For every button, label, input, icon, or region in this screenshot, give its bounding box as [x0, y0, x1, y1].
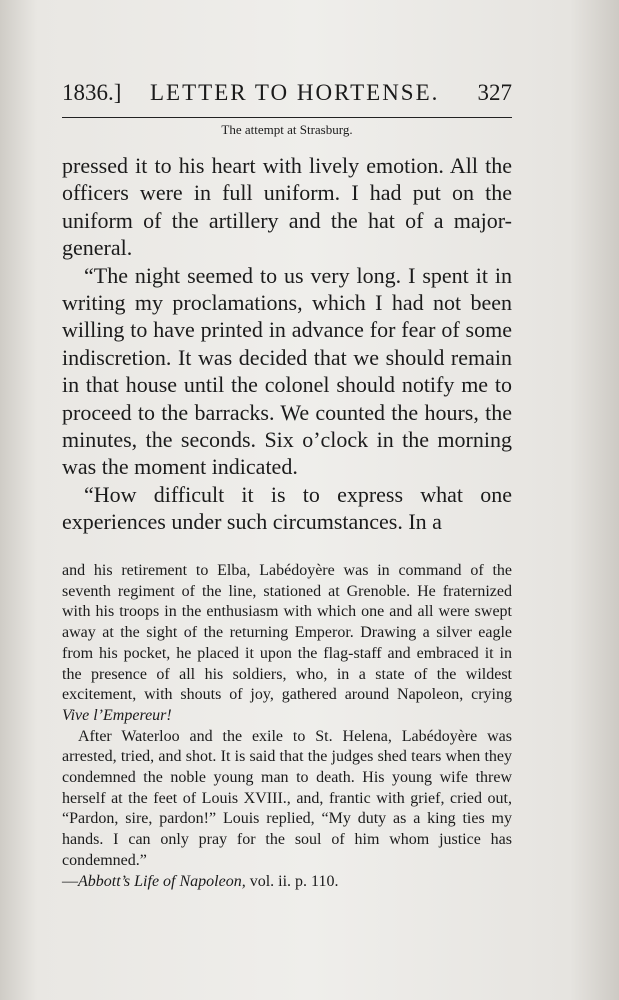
body-paragraph: pressed it to his heart with lively emotion. All the officers were in full uniform. I had put on the uniform of the artillery and the hat of a major-general. [62, 153, 512, 261]
body-paragraph: “How difficult it is to express what one experiences under such circumstances. In a [62, 481, 512, 535]
footnote-italic-cry: Vive l’Empereur! [62, 706, 172, 724]
page-subtitle: The attempt at Strasburg. [221, 122, 353, 137]
body-paragraph: “The night seemed to us very long. I spent it in writing my proclamations, which I had not been willing to have printed in advance for fear of some indiscretion. It was decided that we should remain in that house until the colonel should notify me to proceed to the barracks. We counted the hours, the minutes, the seconds. Six o’clock in the morning was the moment indicated. [62, 262, 512, 480]
source-dash: — [62, 872, 78, 890]
page-number: 327 [477, 80, 512, 105]
footnote-paragraph [62, 561, 512, 727]
footnote-paragraph [62, 727, 512, 893]
source-ref: vol. ii. p. 110. [249, 872, 339, 890]
header-title: LETTER TO HORTENSE. [150, 80, 440, 105]
footnote [62, 561, 512, 892]
header-rule [62, 117, 512, 118]
source-title: Abbott’s Life of Napoleon, [78, 872, 246, 890]
footnote-text: and his retirement to Elba, Labédoyère was in command of the seventh regiment of the line, stationed at Grenoble. He fraternized with his troops in the enthusiasm with which one and all were swept away at the sight of the returning Emperor. Drawing a silver eagle from his pocket, he placed it upon the flag-staff and embraced it in the presence of all his soldiers, who, in a state of the wildest excitement, with shouts of joy, gathered around Napoleon, crying [62, 562, 512, 704]
main-text [62, 152, 512, 536]
header-year: 1836.] [62, 80, 122, 105]
running-header [62, 80, 512, 112]
footnote-text: After Waterloo and the exile to St. Helena, Labédoyère was arrested, tried, and shot. It is said that the judges shed tears when they condemned the noble young man to death. His young wife threw herself at the feet of Louis XVIII., and, frantic with grief, cried out, “Pardon, sire, pardon!” Louis replied, “My duty as a king ties my hands. I can only pray for the soul of him whom justice has condemned.” [62, 727, 512, 869]
